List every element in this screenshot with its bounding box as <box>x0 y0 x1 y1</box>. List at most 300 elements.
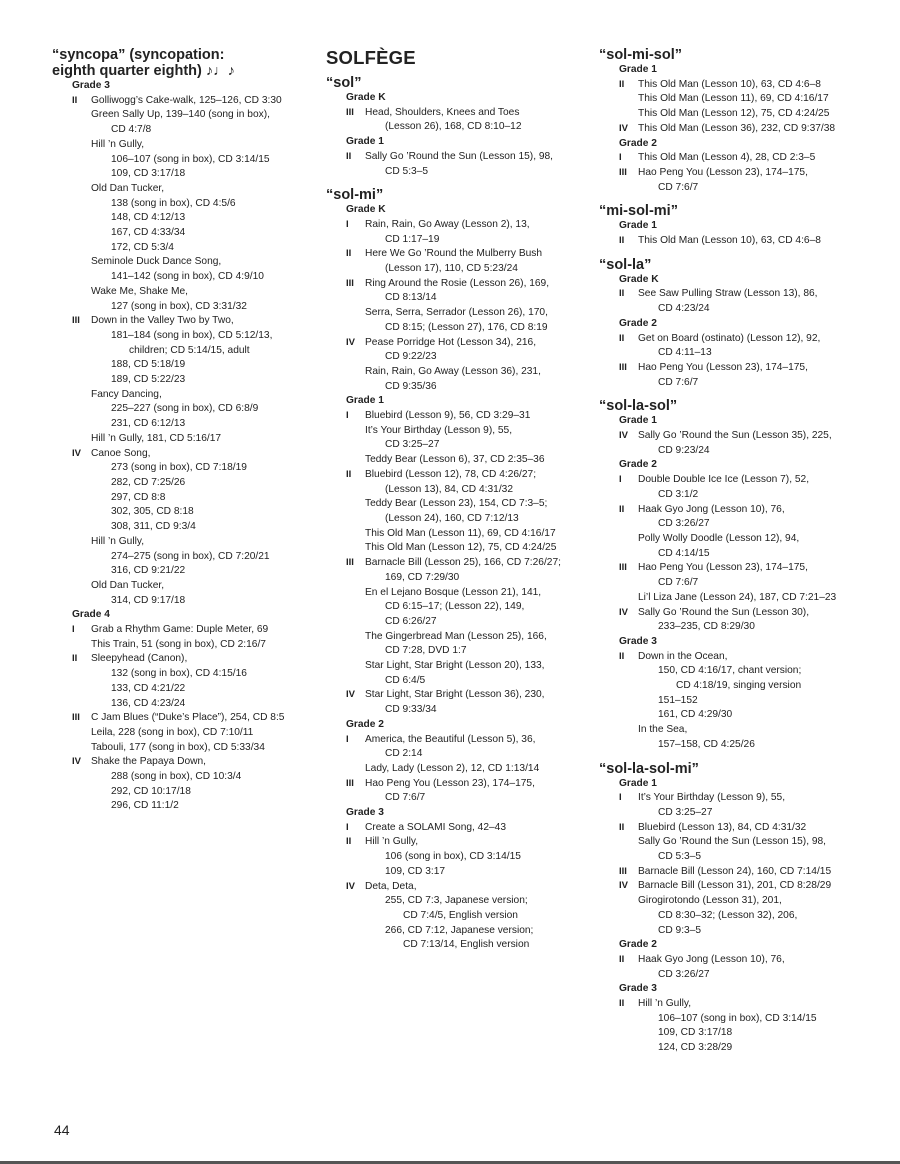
reference-line: Hao Peng You (Lesson 23), 174–175, <box>638 562 808 574</box>
reference-line: Shake the Papaya Down, <box>91 756 206 768</box>
reference-line: CD 8:30–32; (Lesson 32), 206, <box>658 909 798 921</box>
unit-numeral: II <box>619 288 625 300</box>
reference-line: CD 9:22/23 <box>385 351 437 363</box>
reference-line: Tabouli, 177 (song in box), CD 5:33/34 <box>91 741 265 753</box>
reference-line: 288 (song in box), CD 10:3/4 <box>111 771 242 783</box>
reference-line: CD 7:13/14, English version <box>403 939 530 951</box>
unit-numeral: II <box>619 78 625 90</box>
unit-numeral: II <box>619 953 625 965</box>
unit-references <box>365 733 588 777</box>
unit-row <box>599 997 861 1056</box>
reference-line: Wake Me, Shake Me, <box>91 285 189 297</box>
unit-references <box>638 287 861 316</box>
unit-numeral: IV <box>346 880 355 892</box>
unit-numeral: I <box>346 410 349 422</box>
unit-row <box>326 733 588 777</box>
reference-line: CD 3:1/2 <box>658 488 699 500</box>
reference-line: CD 7:6/7 <box>385 792 426 804</box>
index-entry <box>326 187 588 953</box>
unit-numeral: IV <box>346 336 355 348</box>
unit-numeral: I <box>72 624 75 636</box>
reference-line: CD 5:3–5 <box>658 851 702 863</box>
reference-line: The Gingerbread Man (Lesson 25), 166, <box>365 630 547 642</box>
reference-line: CD 4:23/24 <box>658 303 710 315</box>
reference-line: 109, CD 3:17 <box>385 865 446 877</box>
reference-line: CD 6:26/27 <box>385 615 437 627</box>
reference-line: Deta, Deta, <box>365 880 417 892</box>
unit-row <box>52 94 314 315</box>
reference-line: Create a SOLAMI Song, 42–43 <box>365 821 507 833</box>
entry-heading: “sol-mi” <box>326 187 384 204</box>
reference-line: Li’l Liza Jane (Lesson 24), 187, CD 7:21–23 <box>638 591 837 603</box>
reference-line: Double Double Ice Ice (Lesson 7), 52, <box>638 474 810 486</box>
reference-line: Bluebird (Lesson 12), 78, CD 4:26/27; <box>365 468 537 480</box>
unit-numeral: II <box>346 248 352 260</box>
unit-references <box>365 777 588 806</box>
unit-numeral: I <box>619 152 622 164</box>
entry-heading: “mi-sol-mi” <box>599 203 678 220</box>
grade-label: Grade 2 <box>619 939 657 951</box>
unit-references <box>638 78 861 122</box>
unit-references <box>638 503 861 562</box>
unit-row <box>52 314 314 446</box>
reference-line: CD 4:14/15 <box>658 547 710 559</box>
unit-row <box>326 468 588 556</box>
unit-row <box>326 150 588 179</box>
reference-line: CD 6:15–17; (Lesson 22), 149, <box>385 601 525 613</box>
reference-line: CD 3:26/27 <box>658 518 710 530</box>
unit-references <box>638 332 861 361</box>
reference-line: Hao Peng You (Lesson 23), 174–175, <box>365 777 535 789</box>
reference-line: (Lesson 26), 168, CD 8:10–12 <box>385 121 522 133</box>
unit-references <box>638 997 861 1056</box>
reference-line: 274–275 (song in box), CD 7:20/21 <box>111 550 270 562</box>
reference-line: CD 4:18/19, singing version <box>676 680 802 692</box>
reference-line: 308, 311, CD 9:3/4 <box>111 521 196 533</box>
reference-line: 231, CD 6:12/13 <box>111 418 186 430</box>
unit-row <box>599 332 861 361</box>
reference-line: This Old Man (Lesson 12), 75, CD 4:24/25 <box>638 108 830 120</box>
reference-line: Haak Gyo Jong (Lesson 10), 76, <box>638 953 785 965</box>
unit-references <box>638 561 861 605</box>
reference-line: CD 9:35/36 <box>385 380 437 392</box>
reference-line: Hill ’n Gully, <box>91 138 145 150</box>
unit-row <box>599 361 861 390</box>
unit-numeral: III <box>346 106 354 118</box>
reference-line: Old Dan Tucker, <box>91 182 165 194</box>
entry-heading: “sol-la” <box>599 256 652 273</box>
unit-references <box>365 880 588 954</box>
reference-line: Sleepyhead (Canon), <box>91 653 188 665</box>
unit-row <box>599 606 861 635</box>
reference-line: children; CD 5:14/15, adult <box>129 344 250 356</box>
reference-line: Fancy Dancing, <box>91 388 162 400</box>
unit-references <box>365 106 588 135</box>
reference-line: Ring Around the Rosie (Lesson 26), 169, <box>365 277 550 289</box>
unit-references <box>91 94 314 315</box>
unit-row <box>599 287 861 316</box>
unit-row <box>599 78 861 122</box>
reference-line: CD 5:3–5 <box>385 165 429 177</box>
reference-line: 124, CD 3:28/29 <box>658 1042 733 1054</box>
reference-line: 297, CD 8:8 <box>111 491 166 503</box>
reference-line: CD 9:3–5 <box>658 924 702 936</box>
unit-row <box>326 106 588 135</box>
unit-references <box>365 556 588 688</box>
unit-references <box>365 821 588 836</box>
reference-line: America, the Beautiful (Lesson 5), 36, <box>365 733 536 745</box>
reference-line: 273 (song in box), CD 7:18/19 <box>111 462 247 474</box>
reference-line: 106–107 (song in box), CD 3:14/15 <box>111 153 270 165</box>
reference-line: In the Sea, <box>638 724 688 736</box>
unit-references <box>638 606 861 635</box>
unit-numeral: II <box>619 821 625 833</box>
reference-line: Sally Go ’Round the Sun (Lesson 15), 98, <box>638 836 827 848</box>
reference-line: CD 4:7/8 <box>111 124 152 136</box>
unit-row <box>326 835 588 879</box>
reference-line: Green Sally Up, 139–140 (song in box), <box>91 109 270 121</box>
unit-row <box>599 879 861 938</box>
unit-references <box>365 409 588 468</box>
reference-line: Leila, 228 (song in box), CD 7:10/11 <box>91 726 254 738</box>
index-entry <box>599 203 861 248</box>
reference-line: 141–142 (song in box), CD 4:9/10 <box>111 271 264 283</box>
page-number: 44 <box>54 1122 70 1138</box>
reference-line: (Lesson 13), 84, CD 4:31/32 <box>385 483 513 495</box>
reference-line: It’s Your Birthday (Lesson 9), 55, <box>365 424 513 436</box>
grade-label: Grade 3 <box>72 80 110 91</box>
unit-row <box>599 429 861 458</box>
unit-references <box>638 791 861 820</box>
unit-numeral: II <box>619 503 625 515</box>
reference-line: CD 4:11–13 <box>658 347 712 359</box>
unit-row <box>326 247 588 276</box>
unit-numeral: II <box>72 653 78 665</box>
index-entry <box>52 47 314 814</box>
reference-line: Hill ’n Gully, <box>365 836 419 848</box>
reference-line: 314, CD 9:17/18 <box>111 594 186 606</box>
reference-line: 169, CD 7:29/30 <box>385 571 460 583</box>
index-entry <box>599 398 861 752</box>
reference-line: 255, CD 7:3, Japanese version; <box>385 895 528 907</box>
unit-row <box>326 277 588 336</box>
unit-numeral: III <box>619 865 627 877</box>
reference-line: Old Dan Tucker, <box>91 579 165 591</box>
unit-numeral: III <box>346 777 354 789</box>
reference-line: En el Lejano Bosque (Lesson 21), 141, <box>365 586 542 598</box>
entry-heading: eighth quarter eighth) ♪♩♪ <box>52 63 235 79</box>
reference-line: CD 3:25–27 <box>658 806 713 818</box>
grade-label: Grade 4 <box>72 609 110 621</box>
reference-line: 172, CD 5:3/4 <box>111 241 174 253</box>
unit-numeral: III <box>346 277 354 289</box>
reference-line: Grab a Rhythm Game: Duple Meter, 69 <box>91 624 269 636</box>
unit-numeral: II <box>346 836 352 848</box>
unit-numeral: III <box>619 166 627 178</box>
unit-row <box>326 777 588 806</box>
reference-line: 161, CD 4:29/30 <box>658 709 733 721</box>
grade-label: Grade 1 <box>346 395 384 407</box>
reference-line: 225–227 (song in box), CD 6:8/9 <box>111 403 259 415</box>
unit-numeral: I <box>619 474 622 486</box>
reference-line: Bluebird (Lesson 13), 84, CD 4:31/32 <box>638 821 807 833</box>
reference-line: 292, CD 10:17/18 <box>111 785 191 797</box>
unit-row <box>599 650 861 753</box>
grade-label: Grade K <box>619 273 659 285</box>
unit-numeral: III <box>346 557 354 569</box>
reference-line: Head, Shoulders, Knees and Toes <box>365 106 520 118</box>
reference-line: 148, CD 4:12/13 <box>111 212 186 224</box>
grade-label: Grade 1 <box>619 220 657 232</box>
reference-line: 282, CD 7:25/26 <box>111 476 186 488</box>
reference-line: Here We Go ’Round the Mulberry Bush <box>365 248 543 260</box>
unit-row <box>326 880 588 954</box>
reference-line: This Old Man (Lesson 11), 69, CD 4:16/17 <box>638 93 829 105</box>
index-entry <box>599 257 861 391</box>
grade-label: Grade 2 <box>619 459 657 471</box>
unit-row <box>326 218 588 247</box>
reference-line: 132 (song in box), CD 4:15/16 <box>111 668 247 680</box>
unit-numeral: III <box>72 315 80 327</box>
unit-row <box>326 336 588 395</box>
unit-row <box>52 623 314 652</box>
unit-references <box>638 166 861 195</box>
grade-label: Grade 2 <box>619 317 657 329</box>
unit-row <box>599 151 861 166</box>
unit-references <box>365 150 588 179</box>
entry-heading: “sol-la-sol” <box>599 398 678 415</box>
reference-line: 188, CD 5:18/19 <box>111 359 186 371</box>
entry-heading: “sol” <box>326 75 362 91</box>
reference-line: Hao Peng You (Lesson 23), 174–175, <box>638 361 808 373</box>
unit-numeral: III <box>619 361 627 373</box>
reference-line: CD 7:6/7 <box>658 376 699 388</box>
unit-references <box>638 879 861 938</box>
index-column-2 <box>326 47 588 961</box>
reference-line: CD 3:26/27 <box>658 968 710 980</box>
reference-line: CD 8:13/14 <box>385 292 437 304</box>
unit-references <box>91 711 314 755</box>
reference-line: Canoe Song, <box>91 447 151 459</box>
reference-line: Pease Porridge Hot (Lesson 34), 216, <box>365 336 537 348</box>
reference-line: (Lesson 24), 160, CD 7:12/13 <box>385 512 519 524</box>
unit-row <box>599 953 861 982</box>
reference-line: 189, CD 5:22/23 <box>111 374 186 386</box>
grade-label: Grade 3 <box>619 635 657 647</box>
reference-line: C Jam Blues (“Duke’s Place”), 254, CD 8:5 <box>91 712 285 724</box>
unit-numeral: I <box>346 821 349 833</box>
reference-line: 109, CD 3:17/18 <box>111 168 186 180</box>
reference-line: CD 7:28, DVD 1:7 <box>385 645 467 657</box>
reference-line: 150, CD 4:16/17, chant version; <box>658 665 802 677</box>
reference-line: Rain, Rain, Go Away (Lesson 36), 231, <box>365 365 541 377</box>
reference-line: Sally Go ’Round the Sun (Lesson 35), 225, <box>638 430 832 442</box>
reference-line: 181–184 (song in box), CD 5:12/13, <box>111 329 273 341</box>
unit-references <box>365 835 588 879</box>
unit-references <box>638 473 861 502</box>
unit-references <box>638 361 861 390</box>
reference-line: This Train, 51 (song in box), CD 2:16/7 <box>91 638 266 650</box>
unit-numeral: IV <box>72 756 81 768</box>
reference-line: CD 7:6/7 <box>658 181 699 193</box>
unit-row <box>599 791 861 820</box>
unit-row <box>52 652 314 711</box>
unit-references <box>91 755 314 814</box>
reference-line: CD 7:6/7 <box>658 577 699 589</box>
reference-line: Barnacle Bill (Lesson 25), 166, CD 7:26/27; <box>365 557 561 569</box>
reference-line: Down in the Valley Two by Two, <box>91 315 234 327</box>
reference-line: Sally Go ’Round the Sun (Lesson 15), 98, <box>365 150 554 162</box>
unit-row <box>326 556 588 688</box>
grade-label: Grade 1 <box>346 136 384 148</box>
reference-line: This Old Man (Lesson 36), 232, CD 9:37/38 <box>638 122 836 134</box>
unit-references <box>638 234 861 249</box>
reference-line: (Lesson 17), 110, CD 5:23/24 <box>385 263 518 275</box>
reference-line: CD 7:4/5, English version <box>403 909 518 921</box>
unit-references <box>638 122 861 137</box>
reference-line: This Old Man (Lesson 10), 63, CD 4:6–8 <box>638 78 821 90</box>
unit-references <box>365 688 588 717</box>
reference-line: Barnacle Bill (Lesson 31), 201, CD 8:28/29 <box>638 880 832 892</box>
unit-numeral: IV <box>619 880 628 892</box>
unit-references <box>365 277 588 336</box>
reference-line: 167, CD 4:33/34 <box>111 227 186 239</box>
reference-line: This Old Man (Lesson 4), 28, CD 2:3–5 <box>638 152 816 164</box>
reference-line: Teddy Bear (Lesson 6), 37, CD 2:35–36 <box>365 454 545 466</box>
reference-line: Hao Peng You (Lesson 23), 174–175, <box>638 166 808 178</box>
reference-line: CD 9:33/34 <box>385 704 437 716</box>
reference-line: See Saw Pulling Straw (Lesson 13), 86, <box>638 288 818 300</box>
unit-references <box>91 623 314 652</box>
grade-label: Grade 3 <box>619 983 657 995</box>
entry-heading: “sol-mi-sol” <box>599 47 682 63</box>
unit-numeral: III <box>72 712 80 724</box>
grade-label: Grade K <box>346 204 386 216</box>
unit-row <box>599 821 861 865</box>
reference-line: CD 3:25–27 <box>385 439 440 451</box>
reference-line: CD 8:15; (Lesson 27), 176, CD 8:19 <box>385 321 548 333</box>
unit-row <box>326 688 588 717</box>
reference-line: Hill ’n Gully, 181, CD 5:16/17 <box>91 432 222 444</box>
unit-numeral: IV <box>72 447 81 459</box>
reference-line: Hill ’n Gully, <box>638 998 692 1010</box>
unit-row <box>599 865 861 880</box>
unit-row <box>326 409 588 468</box>
reference-line: Lady, Lady (Lesson 2), 12, CD 1:13/14 <box>365 762 540 774</box>
reference-line: Haak Gyo Jong (Lesson 10), 76, <box>638 503 785 515</box>
reference-line: Girogirotondo (Lesson 31), 201, <box>638 895 782 907</box>
unit-row <box>52 447 314 609</box>
unit-row <box>599 234 861 249</box>
reference-line: CD 2:14 <box>385 748 423 760</box>
reference-line: 233–235, CD 8:29/30 <box>658 621 755 633</box>
reference-line: CD 1:17–19 <box>385 233 440 245</box>
reference-line: 302, 305, CD 8:18 <box>111 506 194 518</box>
reference-line: Seminole Duck Dance Song, <box>91 256 222 268</box>
reference-line: Get on Board (ostinato) (Lesson 12), 92, <box>638 332 821 344</box>
unit-numeral: IV <box>346 689 355 701</box>
unit-row <box>52 711 314 755</box>
unit-numeral: II <box>346 150 352 162</box>
unit-row <box>599 561 861 605</box>
unit-references <box>91 314 314 446</box>
unit-references <box>91 447 314 609</box>
unit-references <box>365 218 588 247</box>
unit-references <box>638 821 861 865</box>
grade-label: Grade 1 <box>619 64 657 75</box>
grade-label: Grade K <box>346 92 386 103</box>
reference-line: 136, CD 4:23/24 <box>111 697 186 709</box>
unit-row <box>599 122 861 137</box>
reference-line: CD 6:4/5 <box>385 674 426 686</box>
reference-line: Star Light, Star Bright (Lesson 36), 230, <box>365 689 545 701</box>
index-entry <box>599 761 861 1056</box>
entry-heading: “syncopa” (syncopation: <box>52 47 225 63</box>
unit-numeral: II <box>619 332 625 344</box>
reference-line: 138 (song in box), CD 4:5/6 <box>111 197 236 209</box>
reference-line: 109, CD 3:17/18 <box>658 1027 733 1039</box>
reference-line: 296, CD 11:1/2 <box>111 800 179 812</box>
index-column-1 <box>52 47 314 822</box>
reference-line: It’s Your Birthday (Lesson 9), 55, <box>638 792 786 804</box>
unit-numeral: II <box>72 94 78 106</box>
reference-line: This Old Man (Lesson 11), 69, CD 4:16/17 <box>365 527 556 539</box>
reference-line: Barnacle Bill (Lesson 24), 160, CD 7:14/15 <box>638 865 832 877</box>
unit-numeral: IV <box>619 122 628 134</box>
unit-numeral: I <box>619 792 622 804</box>
section-title: SOLFÈGE <box>326 47 416 68</box>
grade-label: Grade 2 <box>346 718 384 730</box>
grade-label: Grade 1 <box>619 415 657 427</box>
entry-heading: “sol-la-sol-mi” <box>599 760 699 777</box>
unit-references <box>365 336 588 395</box>
reference-line: Rain, Rain, Go Away (Lesson 2), 13, <box>365 218 530 230</box>
reference-line: CD 9:23/24 <box>658 444 710 456</box>
reference-line: 106–107 (song in box), CD 3:14/15 <box>658 1012 817 1024</box>
unit-row <box>599 503 861 562</box>
unit-numeral: II <box>346 468 352 480</box>
index-entry <box>326 75 588 179</box>
reference-line: This Old Man (Lesson 12), 75, CD 4:24/25 <box>365 542 557 554</box>
reference-line: 151–152 <box>658 694 698 706</box>
index-column-3 <box>599 47 861 1064</box>
unit-references <box>638 650 861 753</box>
unit-references <box>638 429 861 458</box>
grade-label: Grade 3 <box>346 807 384 819</box>
unit-references <box>638 865 861 880</box>
reference-line: Hill ’n Gully, <box>91 535 145 547</box>
grade-label: Grade 1 <box>619 777 657 789</box>
reference-line: Star Light, Star Bright (Lesson 20), 133, <box>365 660 545 672</box>
unit-numeral: II <box>619 235 625 247</box>
reference-line: 316, CD 9:21/22 <box>111 565 186 577</box>
unit-numeral: II <box>619 998 625 1010</box>
unit-numeral: I <box>346 733 349 745</box>
unit-references <box>638 151 861 166</box>
reference-line: Sally Go ’Round the Sun (Lesson 30), <box>638 606 810 618</box>
reference-line: Down in the Ocean, <box>638 650 728 662</box>
reference-line: 133, CD 4:21/22 <box>111 682 186 694</box>
reference-line: Teddy Bear (Lesson 23), 154, CD 7:3–5; <box>365 498 548 510</box>
unit-numeral: IV <box>619 430 628 442</box>
reference-line: 157–158, CD 4:25/26 <box>658 738 755 750</box>
reference-line: Bluebird (Lesson 9), 56, CD 3:29–31 <box>365 410 531 422</box>
reference-line: Serra, Serra, Serrador (Lesson 26), 170, <box>365 307 548 319</box>
reference-line: 106 (song in box), CD 3:14/15 <box>385 851 521 863</box>
reference-line: This Old Man (Lesson 10), 63, CD 4:6–8 <box>638 235 821 247</box>
index-entry <box>599 47 861 195</box>
unit-numeral: IV <box>619 606 628 618</box>
